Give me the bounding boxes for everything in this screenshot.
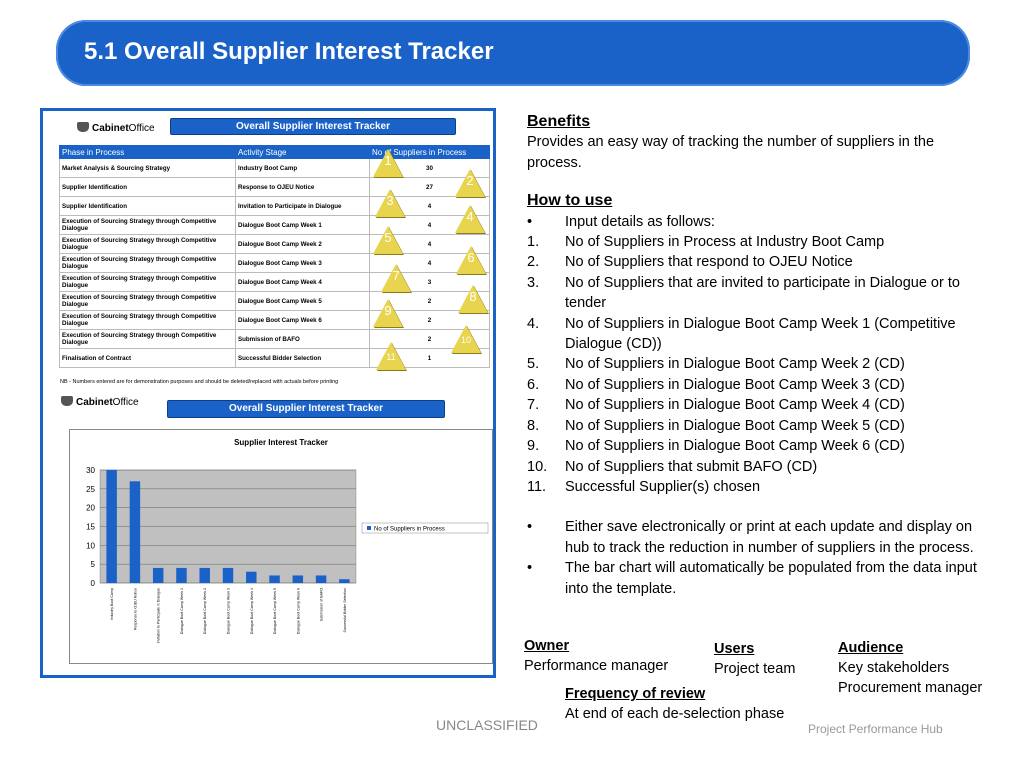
users-block [714,639,795,679]
bullet-item [527,558,977,599]
chart-frame [69,429,493,664]
cabinet-office-logo: CabinetOffice [77,122,155,134]
activity-cell: Dialogue Boot Camp Week 2 [236,235,370,254]
list-text: No of Suppliers in Dialogue Boot Camp Week 3 (CD) [565,376,905,393]
list-text: No of Suppliers in Dialogue Boot Camp Week 6 (CD) [565,438,905,455]
users-value: Project team [714,661,796,677]
activity-cell: Successful Bidder Selection [236,349,370,368]
count-cell: 3 [370,273,490,292]
phase-cell: Execution of Sourcing Strategy through Competitive Dialogue [60,216,236,235]
tracker-title-pill: Overall Supplier Interest Tracker [170,118,456,135]
audience-value-1: Key stakeholders [838,660,950,676]
table-row [60,349,490,368]
bullet-text: The bar chart will automatically be populated from the data input into the template. [565,560,977,597]
list-marker: 4. [527,315,540,332]
list-marker: 11. [527,478,547,495]
step-marker-number: 10 [460,335,471,345]
legend-label: No of Suppliers in Process [374,526,445,533]
x-tick-label: Invitation to Participate in Dialogue [156,588,161,644]
frequency-value: At end of each de-selection phase [565,706,785,722]
classification-label: UNCLASSIFIED [436,717,538,733]
table-row [60,292,490,311]
activity-cell: Submission of BAFO [236,330,370,349]
list-marker: 6. [527,376,540,393]
y-tick-label: 30 [86,466,95,475]
count-cell: 2 [370,311,490,330]
x-tick-label: Dialogue Boot Camp Week 5 [273,588,278,635]
audience-block [838,638,982,698]
owner-value: Performance manager [524,658,669,674]
list-text: No of Suppliers that respond to OJEU Notice [565,254,853,271]
table-row [60,273,490,292]
bullet-text: Either save electronically or print at each update and display on hub to track the reduction in number of suppliers in the process. [565,519,974,556]
bar [199,568,209,583]
step-marker-number: 7 [392,268,400,283]
y-tick-label: 15 [86,522,95,532]
users-heading: Users [714,641,755,657]
table-row [60,197,490,216]
table-row [60,159,490,178]
activity-cell: Response to OJEU Notice [236,178,370,197]
list-text: No of Suppliers that are invited to participate in Dialogue or to tender [565,274,960,312]
x-tick-label: Dialogue Boot Camp Week 1 [179,588,184,635]
list-marker: 2. [527,254,540,271]
benefits-heading: Benefits [527,113,591,130]
count-cell: 1 [370,349,490,368]
count-cell: 4 [370,197,490,216]
how-to-item [527,273,977,314]
phase-cell: Finalisation of Contract [60,349,236,368]
list-marker: 8. [527,417,540,434]
count-cell: 4 [370,235,490,254]
crest-icon [61,396,73,406]
x-tick-label: Successful Bidder Selection [342,588,347,633]
bar [246,572,256,583]
how-to-use-heading: How to use [527,192,613,210]
slide-title: 5.1 Overall Supplier Interest Tracker [84,38,494,65]
table-row [60,216,490,235]
y-tick-label: 5 [90,560,95,570]
step-marker-number: 4 [466,209,474,224]
bar [293,575,303,583]
y-tick-label: 10 [86,541,95,551]
how-to-item [527,436,977,456]
x-tick-label: Response to OJEU Notice [133,588,138,630]
x-tick-label: Submission of BAFO [319,588,324,622]
phase-cell: Supplier Identification [60,197,236,216]
how-to-item [527,354,977,374]
list-text: No of Suppliers in Dialogue Boot Camp Week 2 (CD) [565,356,905,373]
bar [316,575,326,583]
list-marker: 10. [527,458,548,475]
list-text: No of Suppliers in Dialogue Boot Camp Week 1 (Competitive Dialogue (CD)) [565,315,956,353]
list-text: Successful Supplier(s) chosen [565,478,761,495]
activity-cell: Dialogue Boot Camp Week 6 [236,311,370,330]
how-to-item [527,457,977,477]
chart-title: Supplier Interest Tracker [234,438,328,447]
footer-text: Project Performance Hub [808,722,943,736]
how-to-item [527,314,977,355]
list-marker: • [527,213,533,230]
x-tick-label: Dialogue Boot Camp Week 2 [203,588,208,635]
phase-cell: Execution of Sourcing Strategy through Competitive Dialogue [60,254,236,273]
list-text: No of Suppliers in Process at Industry Boot Camp [565,234,885,251]
count-cell: 30 [370,159,490,178]
table-row [60,235,490,254]
nb-note: NB - Numbers entered are for demonstration purposes and should be deleted/replaced with actuals before printing [60,379,339,385]
how-to-item [527,252,977,272]
count-cell: 2 [370,330,490,349]
bullet-icon: • [527,560,533,577]
y-tick-label: 0 [90,579,95,588]
table-header-row [60,146,490,159]
how-to-item [527,375,977,395]
audience-value-2: Procurement manager [838,680,983,696]
activity-cell: Dialogue Boot Camp Week 1 [236,216,370,235]
frequency-block [565,684,784,724]
count-cell: 4 [370,216,490,235]
phase-cell: Supplier Identification [60,178,236,197]
audience-heading: Audience [838,640,904,656]
legend-swatch [367,526,371,530]
bar [153,568,163,583]
x-tick-label: Dialogue Boot Camp Week 3 [226,588,231,635]
y-tick-label: 20 [86,503,95,513]
bar [223,568,233,583]
activity-cell: Dialogue Boot Camp Week 4 [236,273,370,292]
list-text: No of Suppliers that submit BAFO (CD) [565,458,818,475]
step-marker-number: 5 [384,230,392,245]
list-text: No of Suppliers in Dialogue Boot Camp Week 5 (CD) [565,417,905,434]
step-marker-number: 3 [386,193,394,208]
list-marker: 5. [527,356,540,373]
phase-cell: Execution of Sourcing Strategy through Competitive Dialogue [60,330,236,349]
tracker-table [59,145,490,368]
step-marker-number: 9 [384,303,392,318]
supplier-interest-chart [70,430,492,663]
list-marker: 3. [527,274,540,291]
step-marker-number: 6 [467,250,475,265]
bar [176,568,186,583]
tracker-title-pill-2: Overall Supplier Interest Tracker [167,400,445,418]
table-row [60,178,490,197]
cabinet-office-logo-2: CabinetOffice [61,396,139,408]
list-marker: 9. [527,438,540,455]
instructions-column [527,112,977,599]
step-marker-number: 1 [384,153,392,168]
list-text: Input details as follows: [565,213,715,230]
list-marker: 7. [527,397,540,414]
count-cell: 27 [370,178,490,197]
bar [130,481,140,583]
column-header: Activity Stage [236,146,370,159]
step-marker-number: 11 [386,352,396,362]
activity-cell: Dialogue Boot Camp Week 5 [236,292,370,311]
count-cell: 2 [370,292,490,311]
phase-cell: Execution of Sourcing Strategy through Competitive Dialogue [60,311,236,330]
owner-heading: Owner [524,638,570,654]
column-header: Phase in Process [60,146,236,159]
activity-cell: Invitation to Participate in Dialogue [236,197,370,216]
crest-icon [77,122,89,132]
how-to-item [527,477,977,497]
x-tick-label: Industry Boot Camp [110,588,115,620]
how-to-item [527,212,977,232]
template-preview-panel [40,108,496,678]
bar [269,575,279,583]
table-row [60,254,490,273]
how-to-item [527,395,977,415]
phase-cell: Execution of Sourcing Strategy through Competitive Dialogue [60,273,236,292]
phase-cell: Market Analysis & Sourcing Strategy [60,159,236,178]
table-row [60,311,490,330]
benefits-text: Provides an easy way of tracking the number of suppliers in the process. [527,134,935,171]
bullet-item [527,517,977,558]
column-header: No of Suppliers in Process [370,146,490,159]
x-tick-label: Dialogue Boot Camp Week 6 [296,588,301,635]
bar [106,470,116,583]
how-to-item [527,416,977,436]
list-marker: 1. [527,234,540,251]
title-banner [56,20,970,86]
list-text: No of Suppliers in Dialogue Boot Camp Week 4 (CD) [565,397,905,414]
phase-cell: Execution of Sourcing Strategy through Competitive Dialogue [60,235,236,254]
step-marker-number: 8 [469,289,477,304]
frequency-heading: Frequency of review [565,686,706,702]
bar [339,579,349,583]
activity-cell: Dialogue Boot Camp Week 3 [236,254,370,273]
table-row [60,330,490,349]
x-tick-label: Dialogue Boot Camp Week 4 [249,588,254,635]
count-cell: 4 [370,254,490,273]
step-marker-number: 2 [466,173,474,188]
phase-cell: Execution of Sourcing Strategy through Competitive Dialogue [60,292,236,311]
how-to-item [527,232,977,252]
y-tick-label: 25 [86,484,95,494]
activity-cell: Industry Boot Camp [236,159,370,178]
bullet-icon: • [527,519,533,536]
owner-block [524,636,668,676]
